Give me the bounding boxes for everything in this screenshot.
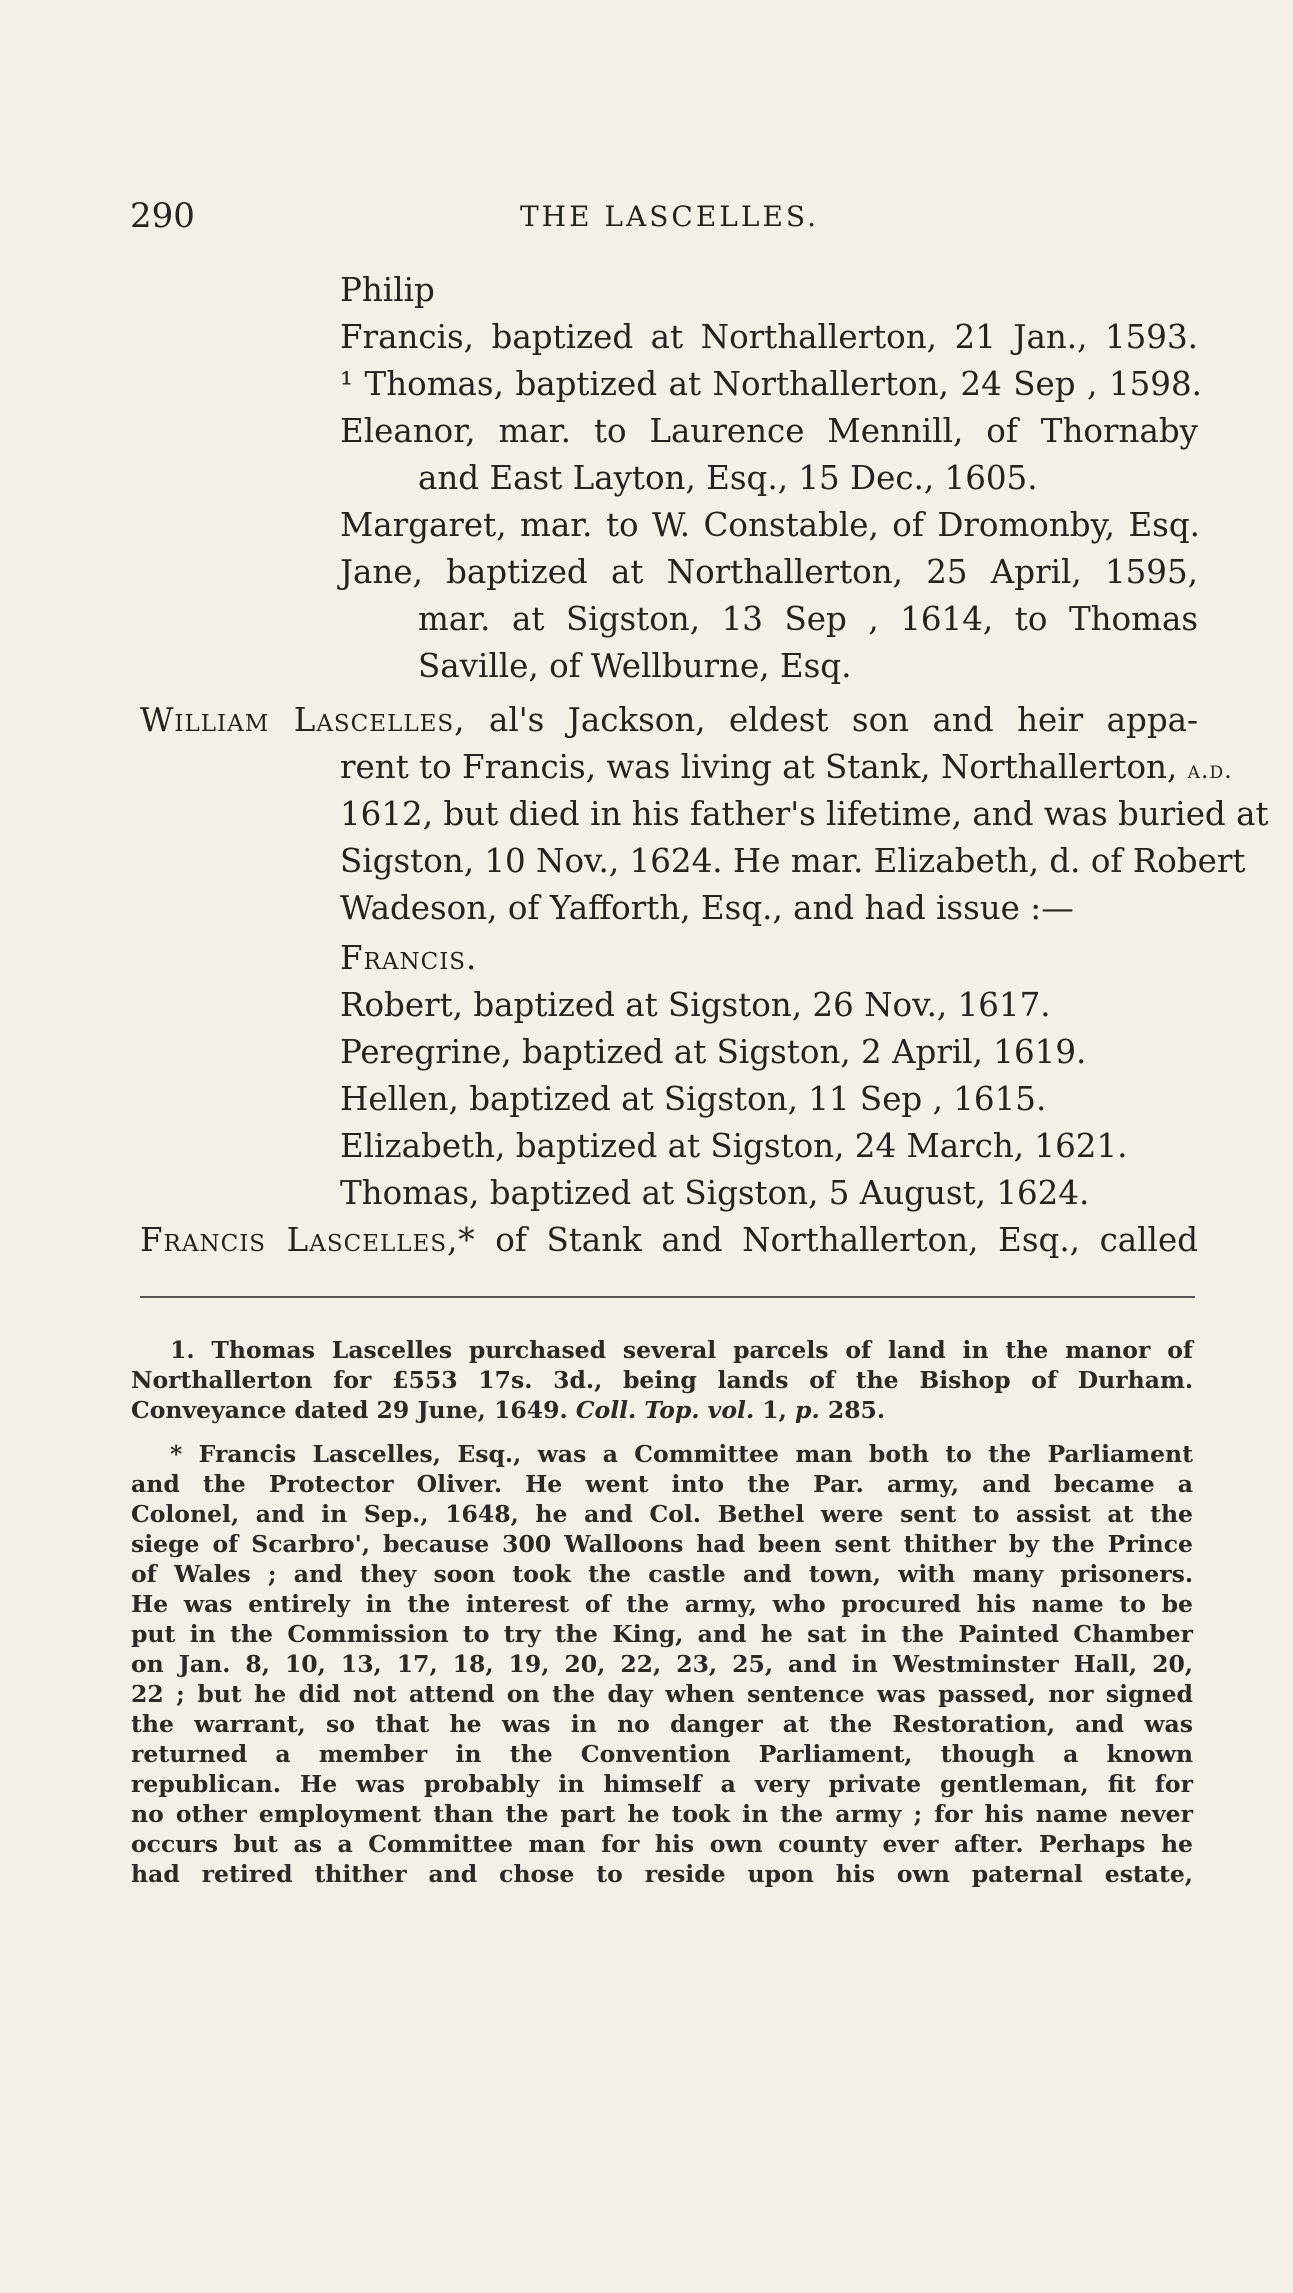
footnote-line: republican. He was probably in himself a very private gentleman, fit for — [131, 1770, 1193, 1798]
page-header — [130, 196, 1190, 236]
footnote-line: of Wales ; and they soon took the castle and town, with many prisoners. — [131, 1560, 1193, 1588]
person-name: Francis Lascelles,* — [140, 1221, 476, 1259]
footnote-line: He was entirely in the interest of the army, who procured his name to be — [131, 1590, 1193, 1618]
footnote-line: the warrant, so that he was in no danger at the Restoration, and was — [131, 1710, 1193, 1738]
footnote-line: occurs but as a Committee man for his own county ever after. Perhaps he — [131, 1830, 1193, 1858]
person-name: William Lascelles, — [140, 701, 466, 739]
footnote-line: Northallerton for £553 17s. 3d., being lands of the Bishop of Durham. — [131, 1366, 1193, 1394]
text-line: Saville, of Wellburne, Esq. — [418, 647, 852, 685]
text-line: Robert, baptized at Sigston, 26 Nov., 1617. — [340, 986, 1051, 1024]
footnote-divider — [140, 1296, 1195, 1298]
text-line: ¹ Thomas, baptized at Northallerton, 24 Sep , 1598. — [340, 365, 1202, 403]
text-line: Hellen, baptized at Sigston, 11 Sep , 1615. — [340, 1080, 1047, 1118]
text-line: and East Layton, Esq., 15 Dec., 1605. — [418, 459, 1038, 497]
text-line: Francis, baptized at Northallerton, 21 Jan., 1593. — [340, 318, 1198, 356]
footnote-line: Colonel, and in Sep., 1648, he and Col. Bethel were sent to assist at the — [131, 1500, 1193, 1528]
footnote-line: Conveyance dated 29 June, 1649. Coll. Top. vol. 1, p. 285. — [131, 1396, 886, 1424]
footnote-line: had retired thither and chose to reside upon his own paternal estate, — [131, 1860, 1193, 1888]
footnote-line: returned a member in the Convention Parliament, though a known — [131, 1740, 1193, 1768]
text-line: Sigston, 10 Nov., 1624. He mar. Elizabeth, d. of Robert — [340, 842, 1246, 880]
text-line: 1612, but died in his father's lifetime, and was buried at — [340, 795, 1269, 833]
text-line: Peregrine, baptized at Sigston, 2 April, 1619. — [340, 1033, 1087, 1071]
footnote-line: on Jan. 8, 10, 13, 17, 18, 19, 20, 22, 23, 25, and in Westminster Hall, 20, — [131, 1650, 1193, 1678]
text-line: Jane, baptized at Northallerton, 25 April, 1595, — [340, 553, 1198, 591]
footnote-line: * Francis Lascelles, Esq., was a Committee man both to the Parliament — [170, 1440, 1193, 1468]
text-line: Wadeson, of Yafforth, Esq., and had issue :— — [340, 889, 1074, 927]
footnote-line: put in the Commission to try the King, and he sat in the Painted Chamber — [131, 1620, 1193, 1648]
text-line: rent to Francis, was living at Stank, Northallerton, a.d. — [340, 748, 1233, 786]
person-name: Francis. — [340, 939, 478, 977]
text-line: Thomas, baptized at Sigston, 5 August, 1624. — [340, 1174, 1090, 1212]
footnote-line: no other employment than the part he took in the army ; for his name never — [131, 1800, 1193, 1828]
text-line: Philip — [340, 271, 435, 309]
footnote-line: 1. Thomas Lascelles purchased several parcels of land in the manor of — [170, 1336, 1193, 1364]
text-line: Francis Lascelles,* of Stank and Northallerton, Esq., called — [140, 1221, 1198, 1259]
text-line: Eleanor, mar. to Laurence Mennill, of Thornaby — [340, 412, 1198, 450]
footnote-line: 22 ; but he did not attend on the day when sentence was passed, nor signed — [131, 1680, 1193, 1708]
text-line: Margaret, mar. to W. Constable, of Dromonby, Esq. — [340, 506, 1200, 544]
text-line: mar. at Sigston, 13 Sep , 1614, to Thomas — [418, 600, 1198, 638]
running-head: THE LASCELLES. — [520, 200, 820, 233]
footnote-line: siege of Scarbro', because 300 Walloons had been sent thither by the Prince — [131, 1530, 1193, 1558]
footnote-line: and the Protector Oliver. He went into the Par. army, and became a — [131, 1470, 1193, 1498]
text-line: Elizabeth, baptized at Sigston, 24 March, 1621. — [340, 1127, 1128, 1165]
text-line: William Lascelles, al's Jackson, eldest son and heir appa- — [140, 701, 1198, 739]
page-number: 290 — [130, 196, 195, 236]
